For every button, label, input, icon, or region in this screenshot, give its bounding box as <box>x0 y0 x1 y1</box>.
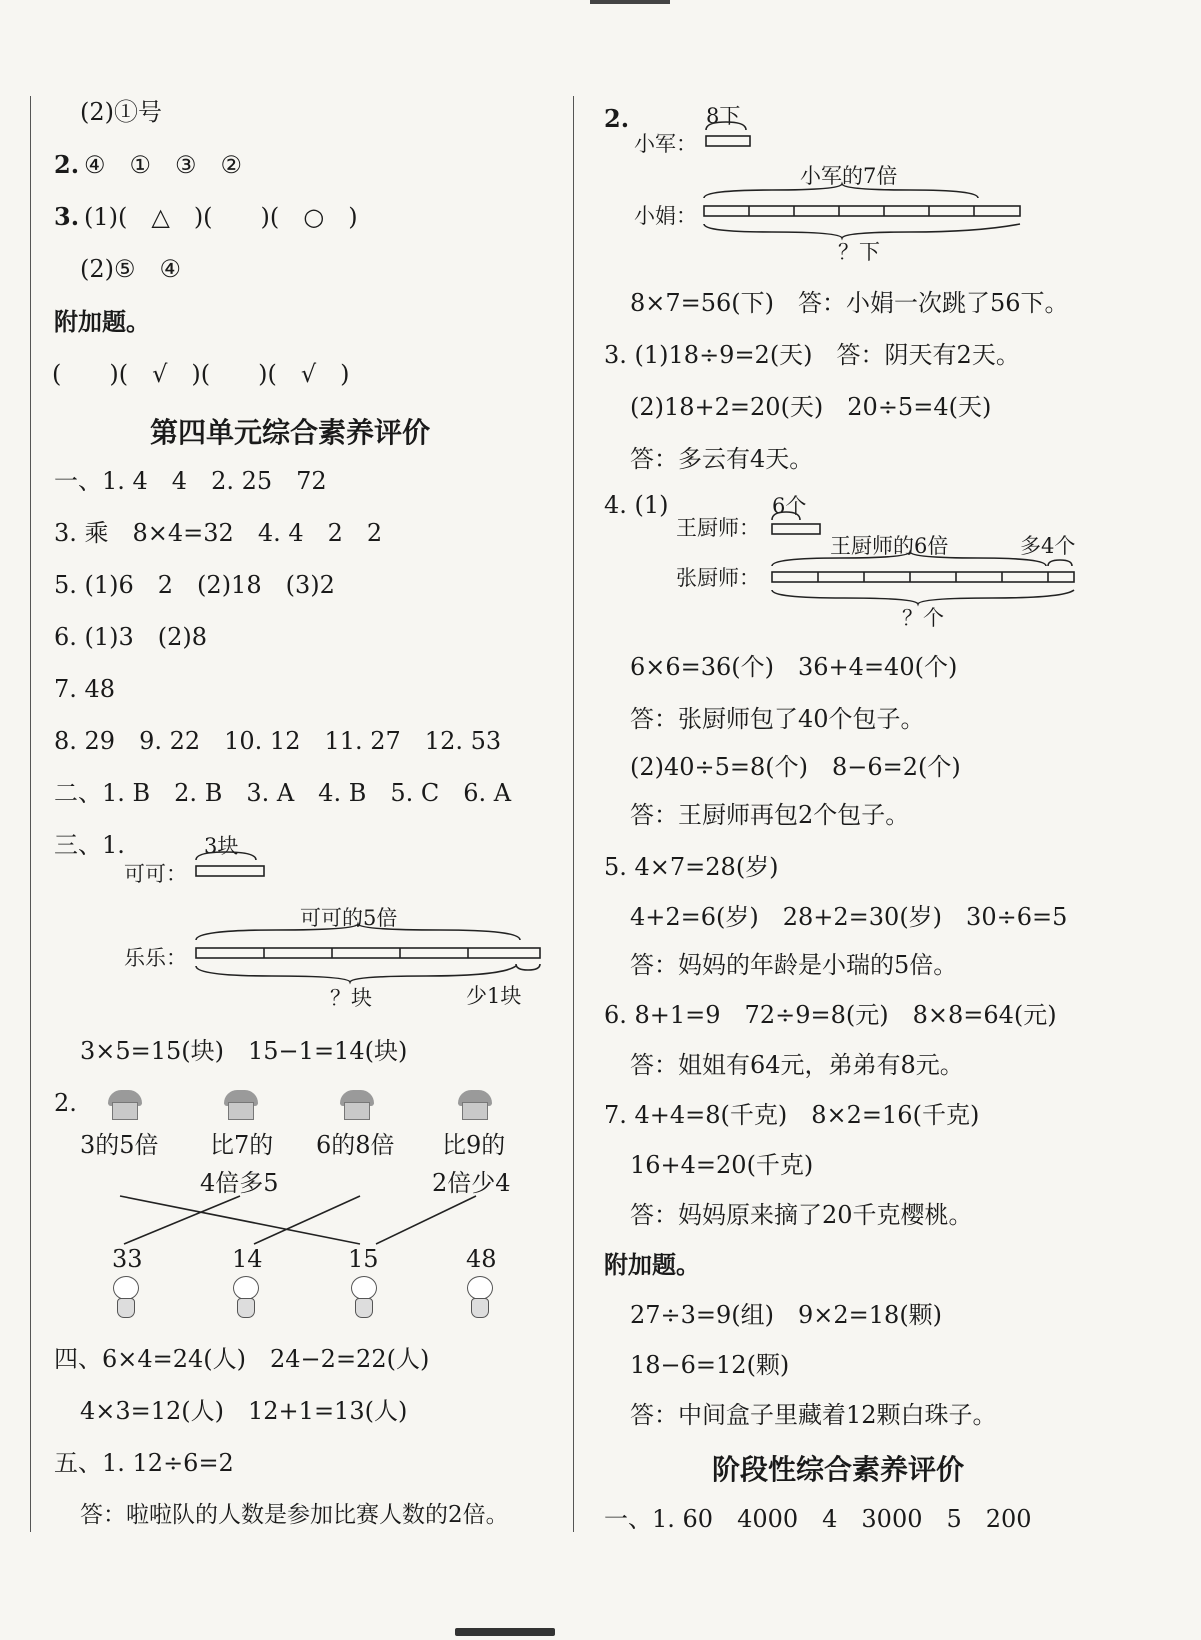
diagram-label: 王厨师的6倍 <box>830 534 949 558</box>
answer-line: 16+4=20(千克) <box>630 1151 814 1179</box>
answer-line: 一、1. 60 4000 4 3000 5 200 <box>604 1505 1032 1533</box>
answer-line: 3. (1)18÷9=2(天) 答：阴天有2天。 <box>604 341 1020 369</box>
answer-line: 5. 4×7=28(岁) <box>604 853 779 881</box>
answer-line: (2)①号 <box>80 98 162 126</box>
diagram-label: 8下 <box>706 104 741 128</box>
answer-line: 5. (1)6 2 (2)18 (3)2 <box>54 571 335 599</box>
diagram-label: ？块 <box>330 986 372 1010</box>
answer-line: 二、1. B 2. B 3. A 4. B 5. C 6. A <box>54 779 512 807</box>
diagram-row-label: 小军： <box>634 132 697 156</box>
bonus-label: 附加题。 <box>604 1250 700 1279</box>
answer-line: 答：中间盒子里藏着12颗白珠子。 <box>630 1401 997 1429</box>
answer-line: 4. (1) <box>604 491 669 519</box>
answer-line: 7. 4+4=8(千克) 8×2=16(千克) <box>604 1101 980 1129</box>
diagram-label: 小军的7倍 <box>800 164 898 188</box>
answer-line: 答：姐姐有64元，弟弟有8元。 <box>630 1051 964 1079</box>
answer-line: 4+2=6(岁) 28+2=30(岁) 30÷6=5 <box>630 903 1068 931</box>
answer-line: 答：妈妈原来摘了20千克樱桃。 <box>630 1201 973 1229</box>
section-heading: 第四单元综合素养评价 <box>150 416 431 449</box>
match-top-label: 3的5倍 <box>80 1131 159 1159</box>
answer-line: 7. 48 <box>54 675 116 703</box>
answer-line: ( )( √ )( )( √ ) <box>52 360 350 388</box>
diagram-row-label: 可可： <box>124 862 187 886</box>
page-bottom-mark <box>455 1628 555 1636</box>
answer-line: 6. (1)3 (2)8 <box>54 623 208 651</box>
diagram-row-label: 乐乐： <box>124 946 187 970</box>
answer-line: 18−6=12(颗) <box>630 1351 790 1379</box>
answer-line: 3. 乘 8×4=32 4. 4 2 2 <box>54 519 383 547</box>
diagram-label: 3块 <box>204 834 239 858</box>
question-number: 2. <box>604 104 630 133</box>
answer-line: (2)40÷5=8(个) 8−6=2(个) <box>630 753 961 781</box>
answer-line: ④ ① ③ ② <box>84 151 243 179</box>
match-top-label: 4倍多5 <box>200 1169 279 1197</box>
question-number: 3. <box>54 202 80 231</box>
answer-line: 答：王厨师再包2个包子。 <box>630 801 910 829</box>
answer-line: 6×6=36(个) 36+4=40(个) <box>630 653 958 681</box>
answer-line: 6. 8+1=9 72÷9=8(元) 8×8=64(元) <box>604 1001 1057 1029</box>
diagram-label: 可可的5倍 <box>300 906 398 930</box>
match-number: 33 <box>112 1245 143 1273</box>
question-number: 2. <box>54 150 80 179</box>
answer-line: 27÷3=9(组) 9×2=18(颗) <box>630 1301 943 1329</box>
diagram-label: 多4个 <box>1020 534 1076 558</box>
answer-line: 3×5=15(块) 15−1=14(块) <box>80 1037 408 1065</box>
diagram-row-label: 小娟： <box>634 204 697 228</box>
answer-line: 答：啦啦队的人数是参加比赛人数的2倍。 <box>80 1502 509 1528</box>
answer-line: 8×7=56(下) 答：小娟一次跳了56下。 <box>630 289 1069 317</box>
bonus-label: 附加题。 <box>54 307 150 336</box>
answer-line: 五、1. 12÷6=2 <box>54 1449 234 1477</box>
answer-line: 三、1. <box>54 831 125 859</box>
match-number: 48 <box>466 1245 497 1273</box>
match-top-label: 6的8倍 <box>316 1131 395 1159</box>
match-top-label: 比7的 <box>210 1131 274 1159</box>
diagram-label: ？下 <box>838 240 880 264</box>
diagram-label: 6个 <box>772 494 807 518</box>
match-top-label: 比9的 <box>442 1131 506 1159</box>
diagram-label: 少1块 <box>466 984 522 1008</box>
answer-line: 4×3=12(人) 12+1=13(人) <box>80 1397 408 1425</box>
answer-line: 一、1. 4 4 2. 25 72 <box>54 467 327 495</box>
match-number: 15 <box>348 1245 379 1273</box>
diagram-label: ？个 <box>902 606 944 630</box>
section-heading: 阶段性综合素养评价 <box>712 1453 965 1486</box>
match-top-label: 2倍少4 <box>432 1169 511 1197</box>
match-number: 14 <box>232 1245 263 1273</box>
answer-line: 2. <box>54 1089 77 1117</box>
answer-line: 答：妈妈的年龄是小瑞的5倍。 <box>630 951 958 979</box>
answer-line: 8. 29 9. 22 10. 12 11. 27 12. 53 <box>54 727 502 755</box>
answer-line: 答：张厨师包了40个包子。 <box>630 705 925 733</box>
diagram-row-label: 张厨师： <box>676 566 760 590</box>
answer-line: (2)18+2=20(天) 20÷5=4(天) <box>630 393 992 421</box>
diagram-row-label: 王厨师： <box>676 516 760 540</box>
answer-line: (2)⑤ ④ <box>80 255 182 283</box>
answer-line: 答：多云有4天。 <box>630 445 814 473</box>
answer-line: (1)( △ )( )( ○ ) <box>84 203 358 231</box>
answer-line: 四、6×4=24(人) 24−2=22(人) <box>54 1345 430 1373</box>
